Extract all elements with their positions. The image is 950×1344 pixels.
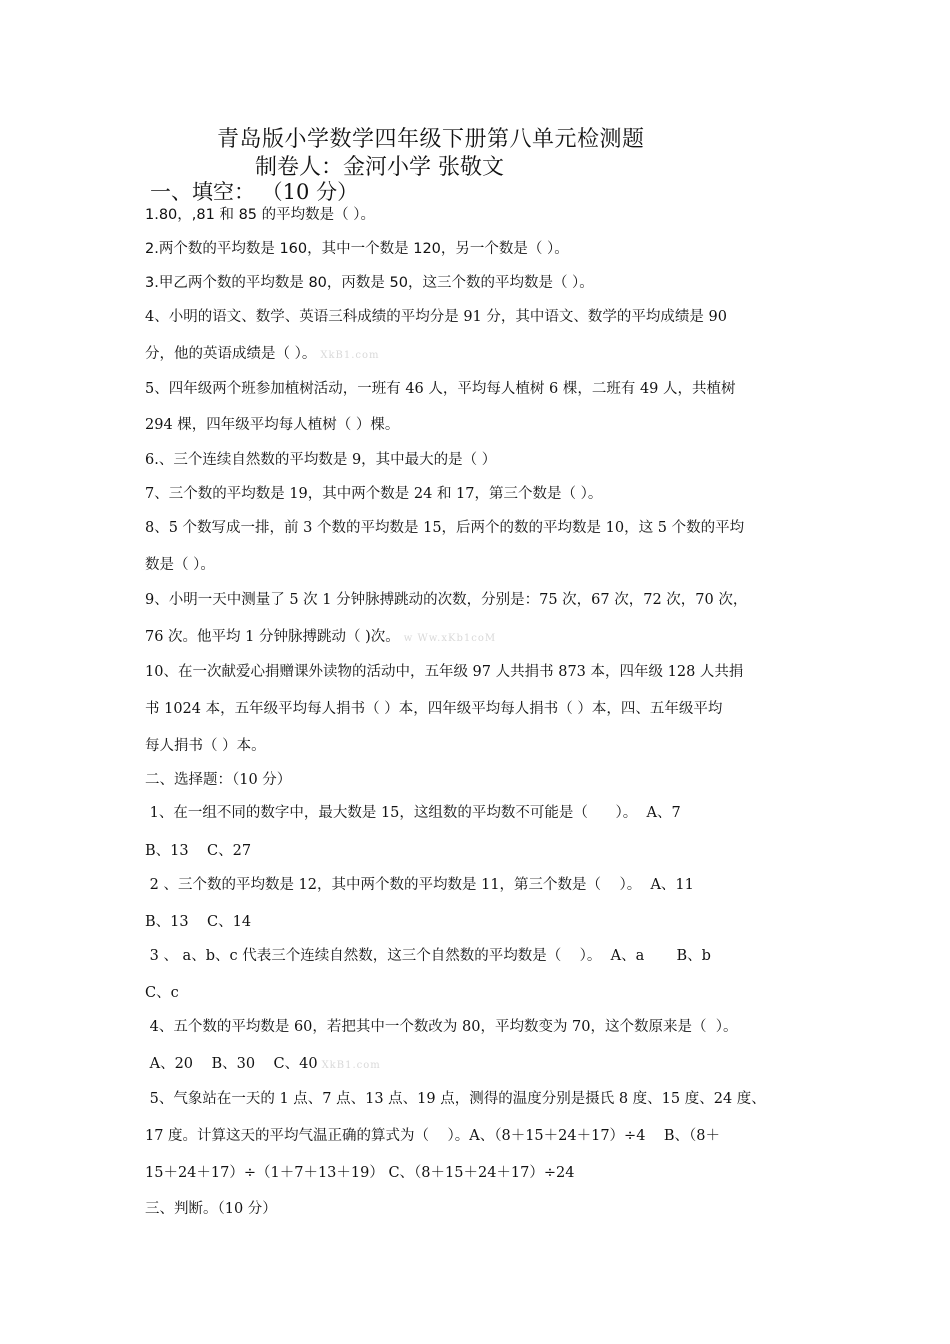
choice-4-line-2: A、20 B、30 C、40 XkB1.com: [145, 1056, 381, 1072]
question-9-line-2: 76 次。他平均 1 分钟脉搏跳动（ )次。 w Ww.xKb1coM: [145, 629, 497, 645]
choice-5-line-2: 17 度。计算这天的平均气温正确的算式为（ ）。A、（8＋15＋24＋17）÷4 B、（8＋: [145, 1128, 720, 1144]
question-7: 7、三个数的平均数是 19，其中两个数是 24 和 17，第三个数是（ ）。: [145, 486, 603, 502]
question-8-line-1: 8、5 个数写成一排，前 3 个数的平均数是 15，后两个的数的平均数是 10，这 5 个数的平均: [145, 520, 745, 536]
question-4-line-2: 分，他的英语成绩是（ ）。 XkB1.com: [145, 346, 380, 362]
question-4-line-1: 4、小明的语文、数学、英语三科成绩的平均分是 91 分，其中语文、数学的平均成绩是 90: [145, 309, 727, 325]
choice-2-line-1: 2 、三个数的平均数是 12，其中两个数的平均数是 11，第三个数是（ ）。 A、11: [145, 877, 694, 893]
choice-1-line-2: B、13 C、27: [145, 843, 252, 859]
choice-3-line-2: C、c: [145, 985, 179, 1001]
question-8-line-2: 数是（ ）。: [145, 557, 215, 573]
choice-5-line-3: 15＋24＋17）÷（1＋7＋13＋19） C、（8＋15＋24＋17）÷24: [145, 1165, 575, 1181]
question-1: 1.80，,81 和 85 的平均数是（ ）。: [145, 207, 375, 223]
page-title: 青岛版小学数学四年级下册第八单元检测题: [217, 127, 645, 152]
author-line: 制卷人：金河小学 张敬文: [255, 155, 504, 180]
question-5-line-2: 294 棵，四年级平均每人植树（ ）棵。: [145, 417, 400, 433]
section-1-heading: 一、填空： （10 分）: [150, 180, 359, 204]
watermark-1: XkB1.com: [320, 350, 380, 361]
choice-1-line-1: 1、在一组不同的数字中，最大数是 15，这组数的平均数不可能是（ ）。 A、7: [145, 805, 681, 821]
question-9-line-1: 9、小明一天中测量了 5 次 1 分钟脉搏跳动的次数，分别是：75 次，67 次，72 次，70 次，: [145, 592, 748, 608]
section-3-heading: 三、判断。（10 分）: [145, 1201, 277, 1217]
question-10-line-1: 10、在一次献爱心捐赠课外读物的活动中，五年级 97 人共捐书 873 本，四年级 128 人共捐: [145, 664, 744, 680]
question-6: 6.、三个连续自然数的平均数是 9，其中最大的是（ ）: [145, 452, 497, 468]
question-10-line-3: 每人捐书（ ）本。: [145, 738, 266, 754]
watermark-3: XkB1.com: [321, 1060, 381, 1071]
watermark-2: w Ww.xKb1coM: [403, 633, 497, 644]
question-5-line-1: 5、四年级两个班参加植树活动，一班有 46 人，平均每人植树 6 棵，二班有 49 人，共植树: [145, 381, 736, 397]
question-2: 2.两个数的平均数是 160，其中一个数是 120，另一个数是（ ）。: [145, 241, 569, 257]
section-2-heading: 二、选择题：（10 分）: [145, 772, 292, 788]
choice-5-line-1: 5、气象站在一天的 1 点、7 点、13 点、19 点，测得的温度分别是摄氏 8 度、15 度、24 度、: [145, 1091, 766, 1107]
choice-2-line-2: B、13 C、14: [145, 914, 252, 930]
question-3: 3.甲乙两个数的平均数是 80，丙数是 50，这三个数的平均数是（ ）。: [145, 275, 594, 291]
choice-4-line-1: 4、五个数的平均数是 60，若把其中一个数改为 80，平均数变为 70，这个数原来是（ ）。: [145, 1019, 738, 1035]
question-10-line-2: 书 1024 本，五年级平均每人捐书（ ）本，四年级平均每人捐书（ ）本，四、五年级平均: [145, 701, 723, 717]
choice-3-line-1: 3 、 a、b、c 代表三个连续自然数，这三个自然数的平均数是（ ）。 A、a B、b: [145, 948, 711, 964]
